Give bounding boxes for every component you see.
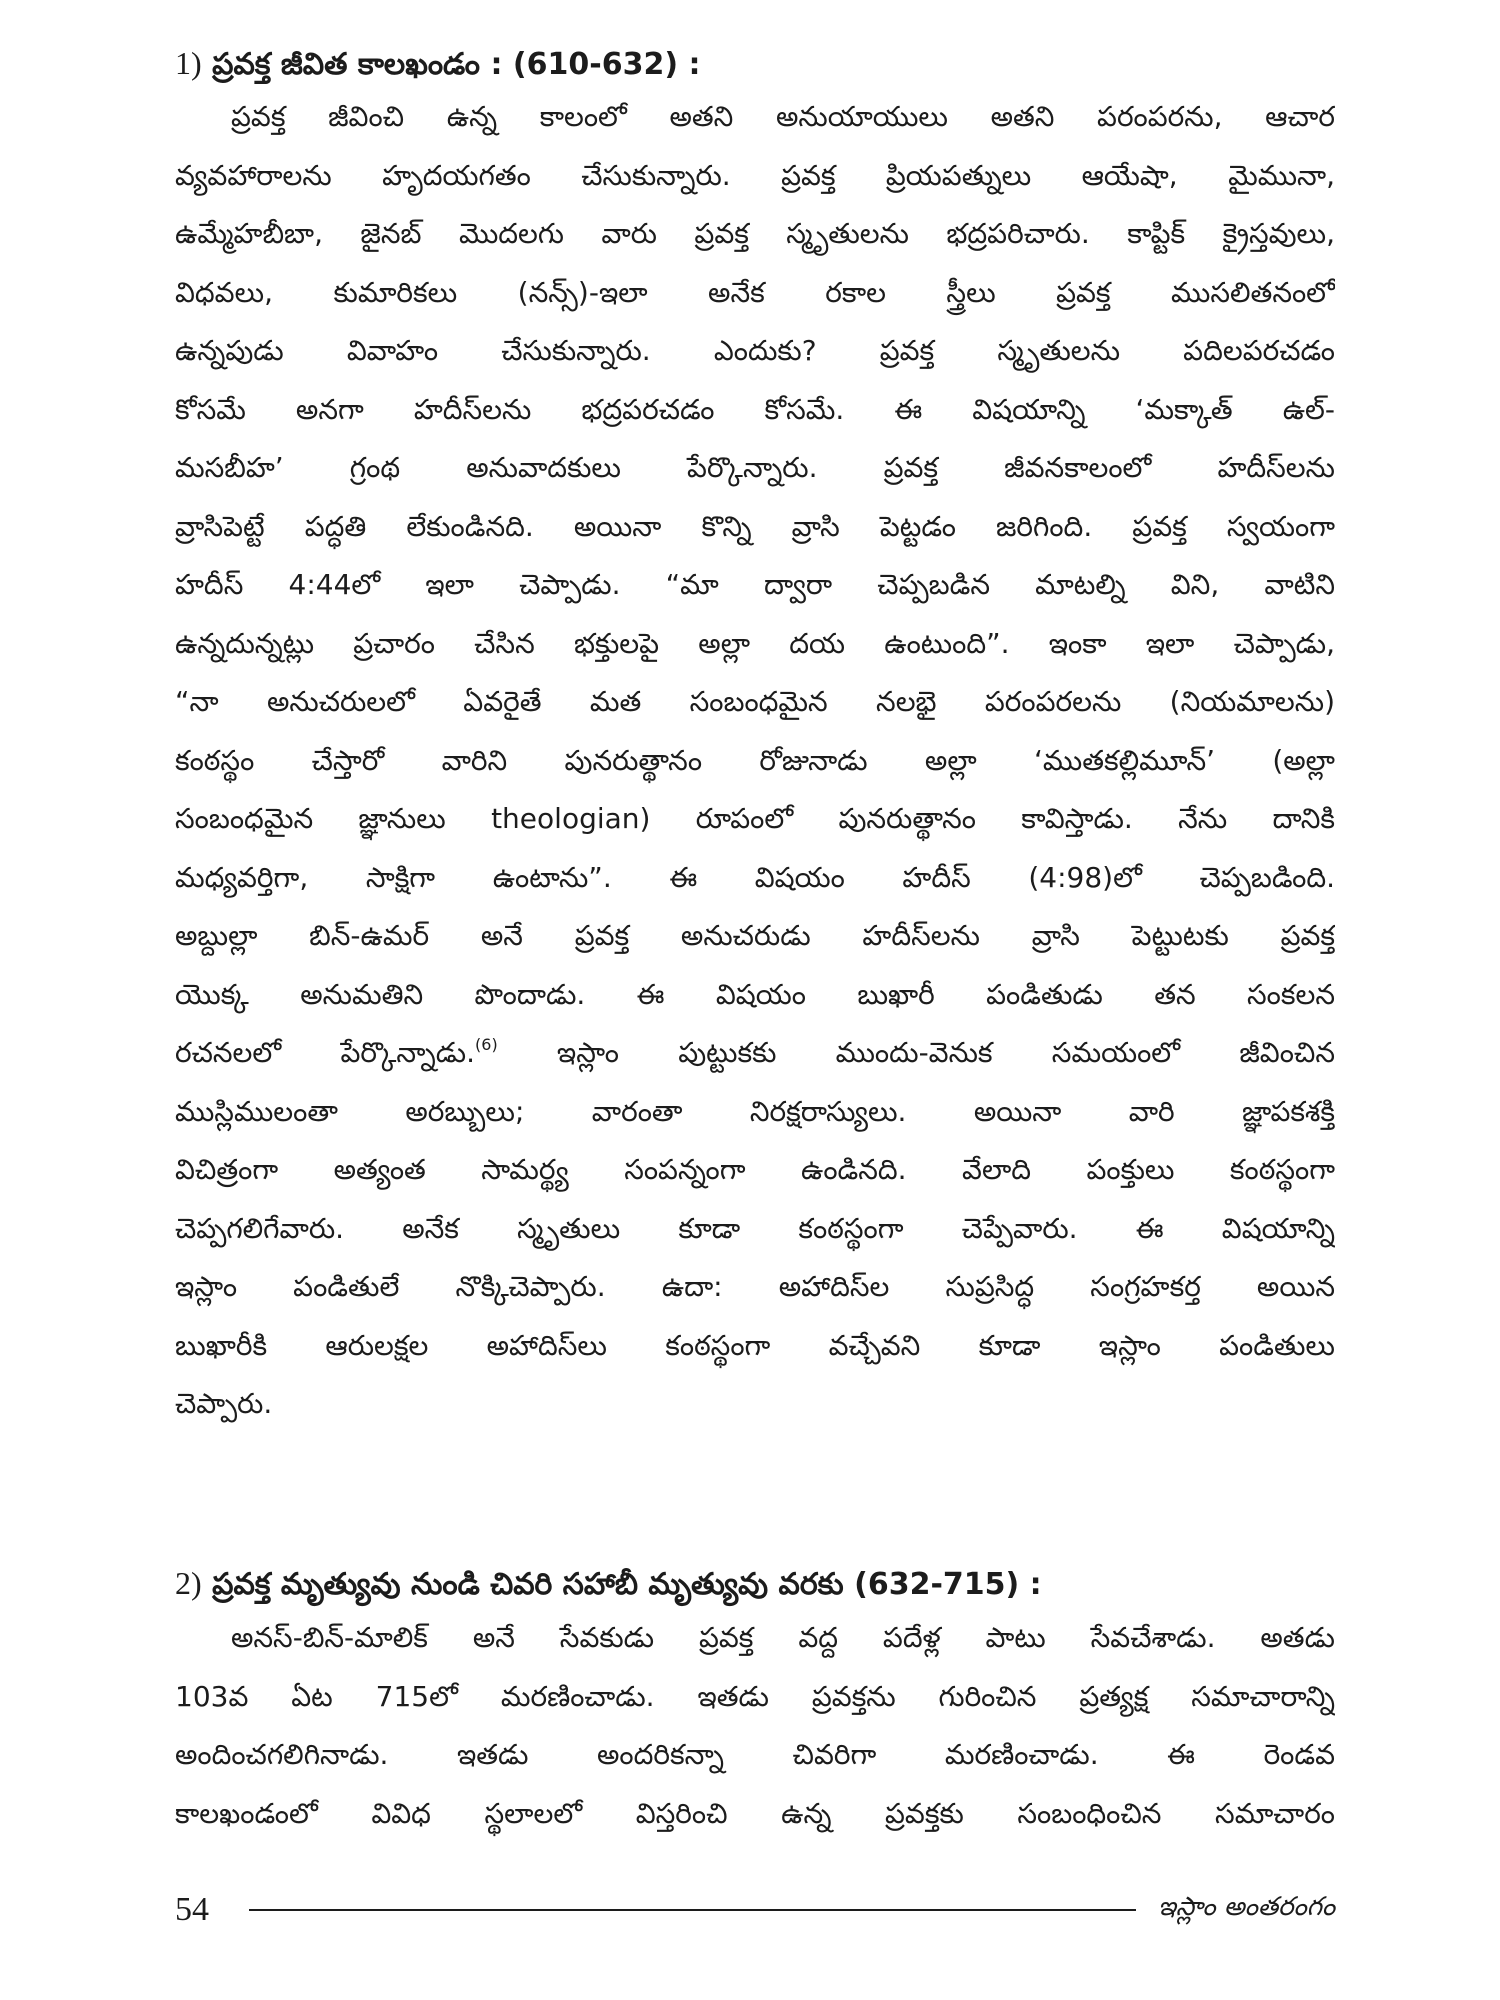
footnote-reference: (6) [475, 1035, 498, 1054]
paragraph-line: అబ్దుల్లా బిన్-ఉమర్ అనే ప్రవక్త అనుచరుడు హదీస్‌లను వ్రాసి పెట్టుటకు ప్రవక్త [175, 919, 1335, 952]
paragraph-line: మధ్యవర్తిగా, సాక్షిగా ఉంటాను”. ఈ విషయం హదీస్ (4:98)లో చెప్పబడింది. [175, 860, 1335, 894]
section-1-years: (610-632) : [512, 47, 701, 82]
section-1-number: 1) [175, 45, 202, 81]
footer-rule [249, 1909, 1136, 1911]
paragraph-line: యొక్క అనుమతిని పొందాడు. ఈ విషయం బుఖారీ పండితుడు తన సంకలన [175, 977, 1335, 1011]
paragraph-line: కోసమే అనగా హదీస్‌లను భద్రపరచడం కోసమే. ఈ విషయాన్ని ‘మక్కాత్ ఉల్- [175, 392, 1335, 426]
section-1-heading [175, 34, 700, 94]
section-1-paragraph [175, 88, 1335, 1434]
paragraph-line: అనస్-బిన్-మాలిక్ అనే సేవకుడు ప్రవక్త వద్ద పదేళ్ల పాటు సేవచేశాడు. అతడు [231, 1621, 1335, 1654]
section-2-paragraph [175, 1609, 1335, 1843]
section-2-number: 2) [175, 1565, 202, 1601]
paragraph-line: బుఖారీకి ఆరులక్షల అహాదిస్‌లు కంఠస్థంగా వచ్చేవని కూడా ఇస్లాం పండితులు [175, 1328, 1335, 1362]
paragraph-line: ఉన్నదున్నట్లు ప్రచారం చేసిన భక్తులపై అల్లా దయ ఉంటుంది”. ఇంకా ఇలా చెప్పాడు, [175, 626, 1335, 660]
running-book-title: ఇస్లాం అంతరంగం [1157, 1892, 1335, 1922]
paragraph-line: కంఠస్థం చేస్తారో వారిని పునరుత్థానం రోజునాడు అల్లా ‘ముతకల్లిమూన్’ (అల్లా [175, 743, 1335, 777]
line-text: రచనలలో పేర్కొన్నాడు. [175, 1036, 476, 1069]
paragraph-line: అందించగలిగినాడు. ఇతడు అందరికన్నా చివరిగా మరణించాడు. ఈ రెండవ [175, 1738, 1335, 1771]
book-page [175, 34, 1335, 1954]
paragraph-line: మసబీహ’ గ్రంథ అనువాదకులు పేర్కొన్నారు. ప్రవక్త జీవనకాలంలో హదీస్‌లను [175, 451, 1335, 484]
paragraph-line: ఇస్లాం పండితులే నొక్కిచెప్పారు. ఉదా: అహాదిస్‌ల సుప్రసిద్ధ సంగ్రహకర్త అయిన [175, 1270, 1335, 1303]
paragraph-line: విచిత్రంగా అత్యంత సామర్థ్య సంపన్నంగా ఉండినది. వేలాది పంక్తులు కంఠస్థంగా [175, 1153, 1335, 1186]
paragraph-line-with-footnote [175, 1024, 1335, 1083]
paragraph-line: విధవలు, కుమారికలు (నన్స్)-ఇలా అనేక రకాల స్త్రీలు ప్రవక్త ముసలితనంలో [175, 275, 1335, 309]
paragraph-line: చెప్పారు. [175, 1387, 273, 1420]
section-1-title: ప్రవక్త జీవిత కాలఖండం : [212, 47, 513, 82]
line-text: ఇస్లాం పుట్టుకకు ముందు-వెనుక సమయంలో జీవించిన [497, 1036, 1335, 1069]
section-2-years: (632-715) : [854, 1567, 1042, 1602]
page-footer [175, 1882, 1335, 1938]
paragraph-line: సంబంధమైన జ్ఞానులు theologian) రూపంలో పునరుత్థానం కావిస్తాడు. నేను దానికి [175, 802, 1335, 835]
paragraph-line: 103వ ఏట 715లో మరణించాడు. ఇతడు ప్రవక్తను గురించిన ప్రత్యక్ష సమాచారాన్ని [175, 1679, 1335, 1713]
paragraph-line: కాలఖండంలో వివిధ స్థలాలలో విస్తరించి ఉన్న ప్రవక్తకు సంబంధించిన సమాచారం [175, 1796, 1335, 1830]
section-2-title: ప్రవక్త మృత్యువు నుండి చివరి సహాబీ మృత్యువు వరకు [212, 1567, 855, 1602]
page-number: 54 [175, 1891, 209, 1928]
paragraph-line: “నా అనుచరులలో ఏవరైతే మత సంబంధమైన నలభై పరంపరలను (నియమాలను) [175, 685, 1335, 718]
paragraph-line: వ్రాసిపెట్టే పద్ధతి లేకుండినది. అయినా కొన్ని వ్రాసి పెట్టడం జరిగింది. ప్రవక్త స్వయంగా [175, 509, 1335, 543]
paragraph-line: హదీస్ 4:44లో ఇలా చెప్పాడు. “మా ద్వారా చెప్పబడిన మాటల్ని విని, వాటిని [175, 568, 1335, 601]
paragraph-line: ఉమ్మేహబీబా, జైనబ్ మొదలగు వారు ప్రవక్త స్మృతులను భద్రపరిచారు. కాప్టిక్ క్రైస్తవులు, [175, 217, 1335, 250]
section-2-heading [175, 1554, 1042, 1614]
paragraph-line: వ్యవహారాలను హృదయగతం చేసుకున్నారు. ప్రవక్త ప్రియపత్నులు ఆయేషా, మైమునా, [175, 158, 1335, 192]
paragraph-line: ప్రవక్త జీవించి ఉన్న కాలంలో అతని అనుయాయులు అతని పరంపరను, ఆచార [231, 100, 1335, 133]
paragraph-line: ఉన్నపుడు వివాహం చేసుకున్నారు. ఎందుకు? ప్రవక్త స్మృతులను పదిలపరచడం [175, 334, 1335, 367]
paragraph-line: ముస్లిములంతా అరబ్బులు; వారంతా నిరక్షరాస్యులు. అయినా వారి జ్ఞాపకశక్తి [175, 1094, 1335, 1128]
paragraph-line: చెప్పగలిగేవారు. అనేక స్మృతులు కూడా కంఠస్థంగా చెప్పేవారు. ఈ విషయాన్ని [175, 1211, 1335, 1245]
